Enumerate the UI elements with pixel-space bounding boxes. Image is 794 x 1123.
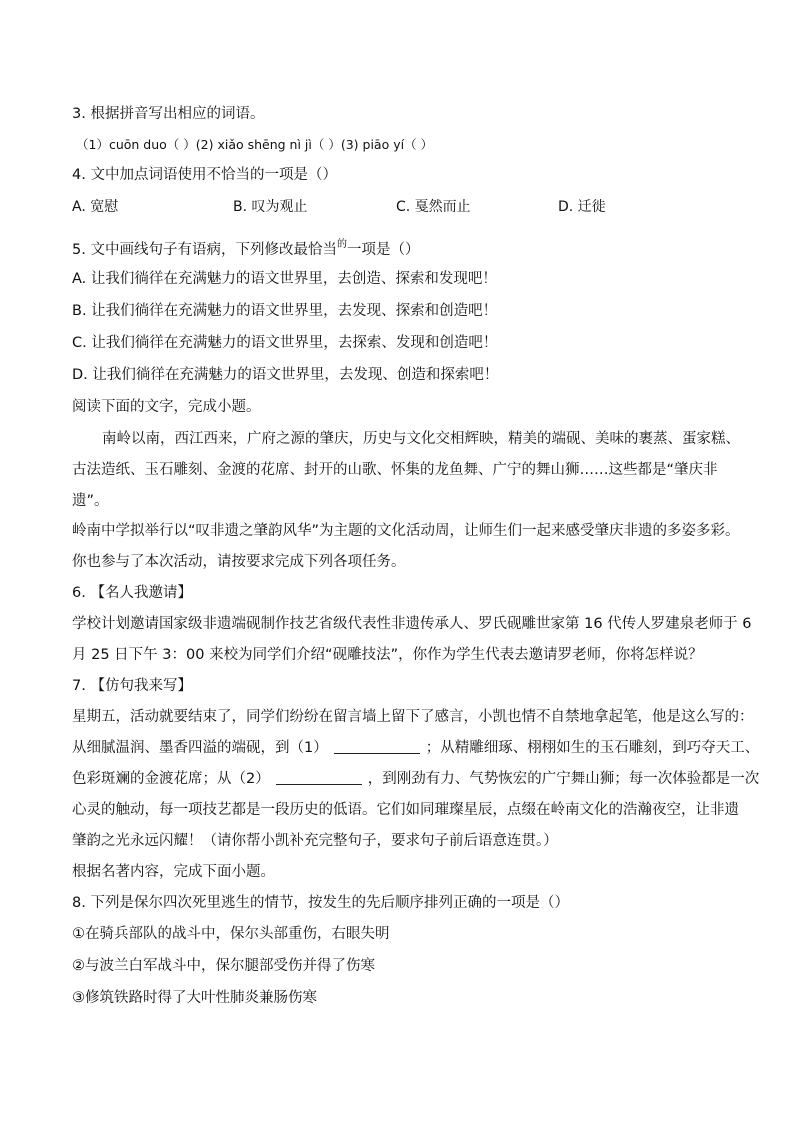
q6-text-line-2: 月 25 日下午 3：00 来校为同学们介绍“砚雕技法”，你作为学生代表去邀请罗老师，你将怎样说？ — [72, 647, 703, 663]
q7-blank-1[interactable] — [334, 739, 420, 754]
q5-title: 5. 文中画线句子有语病，下列修改最恰当$^的$一项是（） — [72, 239, 420, 258]
q7-line-2: 从细腻温润、墨香四溢的端砚，到（1） ；从精雕细琢、栩栩如生的玉石雕刻，到巧夺天工、 — [72, 740, 760, 756]
q5-option-c: C. 让我们徜徉在充满魅力的语文世界里，去探索、发现和创造吧！ — [72, 335, 498, 351]
q4-title: 4. 文中加点词语使用不恰当的一项是（） — [72, 167, 337, 183]
reading-intro: 阅读下面的文字，完成小题。 — [72, 399, 261, 415]
q4-option-b: B. 叹为观止 — [233, 199, 308, 215]
q7-line-4: 心灵的触动，每一项技艺都是一段历史的低语。它们如同璀璨星辰，点缀在岭南文化的浩瀚夜空，让非遗 — [72, 802, 739, 818]
q8-item-2: ②与波兰白军战斗中，保尔腿部受伤并得了伤寒 — [72, 958, 375, 974]
q8-item-3: ③修筑铁路时得了大叶性肺炎兼肠伤寒 — [72, 990, 317, 1006]
q5-option-b: B. 让我们徜徉在充满魅力的语文世界里，去发现、探索和创造吧！ — [72, 303, 498, 319]
activity-line-2: 你也参与了本次活动，请按要求完成下列各项任务。 — [72, 554, 406, 570]
q4-option-a: A. 宽慰 — [72, 199, 119, 215]
q7-line-5: 肇韵之光永远闪耀！（请你帮小凯补充完整句子，要求句子前后语意连贯。） — [72, 833, 558, 849]
q6-text-line-1: 学校计划邀请国家级非遗端砚制作技艺省级代表性非遗传承人、罗氏砚雕世家第 16 代传人罗建泉老师于 6 — [72, 616, 752, 632]
q4-option-d: D. 迁徙 — [558, 199, 606, 215]
q3-items: （1）cuōn duo（ ）(2) xiǎo shēng nì jì（ ）(3) piāo yí（ ） — [76, 137, 434, 152]
q8-item-1: ①在骑兵部队的战斗中，保尔头部重伤，右眼失明 — [72, 926, 390, 942]
reading-para-line-3: 遗”。 — [72, 493, 109, 509]
reading-para-line-2: 古法造纸、玉石雕刻、金渡的花席、封开的山歌、怀集的龙鱼舞、广宁的舞山狮……这些都是“肇庆非 — [72, 462, 718, 478]
reading-para-line-1: 南岭以南，西江西来，广府之源的肇庆，历史与文化交相辉映，精美的端砚、美味的裹蒸、蛋家糕、 — [102, 431, 740, 447]
q7-blank-2[interactable] — [276, 770, 362, 785]
q6-title: 6. 【名人我邀请】 — [72, 585, 192, 601]
q7-title: 7. 【仿句我来写】 — [72, 678, 192, 694]
q5-option-d: D. 让我们徜徉在充满魅力的语文世界里，去发现、创造和探索吧！ — [72, 367, 499, 383]
q7-line-1: 星期五，活动就要结束了，同学们纷纷在留言墙上留下了感言，小凯也情不自禁地拿起笔，他是这么写的： — [72, 709, 754, 725]
q4-option-c: C. 戛然而止 — [396, 199, 471, 215]
q3-title: 3. 根据拼音写出相应的词语。 — [72, 106, 265, 122]
q8-intro: 根据名著内容，完成下面小题。 — [72, 864, 275, 880]
activity-line-1: 岭南中学拟举行以“叹非遗之肇韵风华”为主题的文化活动周，让师生们一起来感受肇庆非遗的多姿多彩。 — [72, 523, 740, 539]
q7-line-3: 色彩斑斓的金渡花席；从（2） ，到刚劲有力、气势恢宏的广宁舞山狮；每一次体验都是一次 — [72, 771, 760, 787]
q5-option-a: A. 让我们徜徉在充满魅力的语文世界里，去创造、探索和发现吧！ — [72, 271, 497, 287]
q8-title: 8. 下列是保尔四次死里逃生的情节，按发生的先后顺序排列正确的一项是（） — [72, 895, 569, 911]
